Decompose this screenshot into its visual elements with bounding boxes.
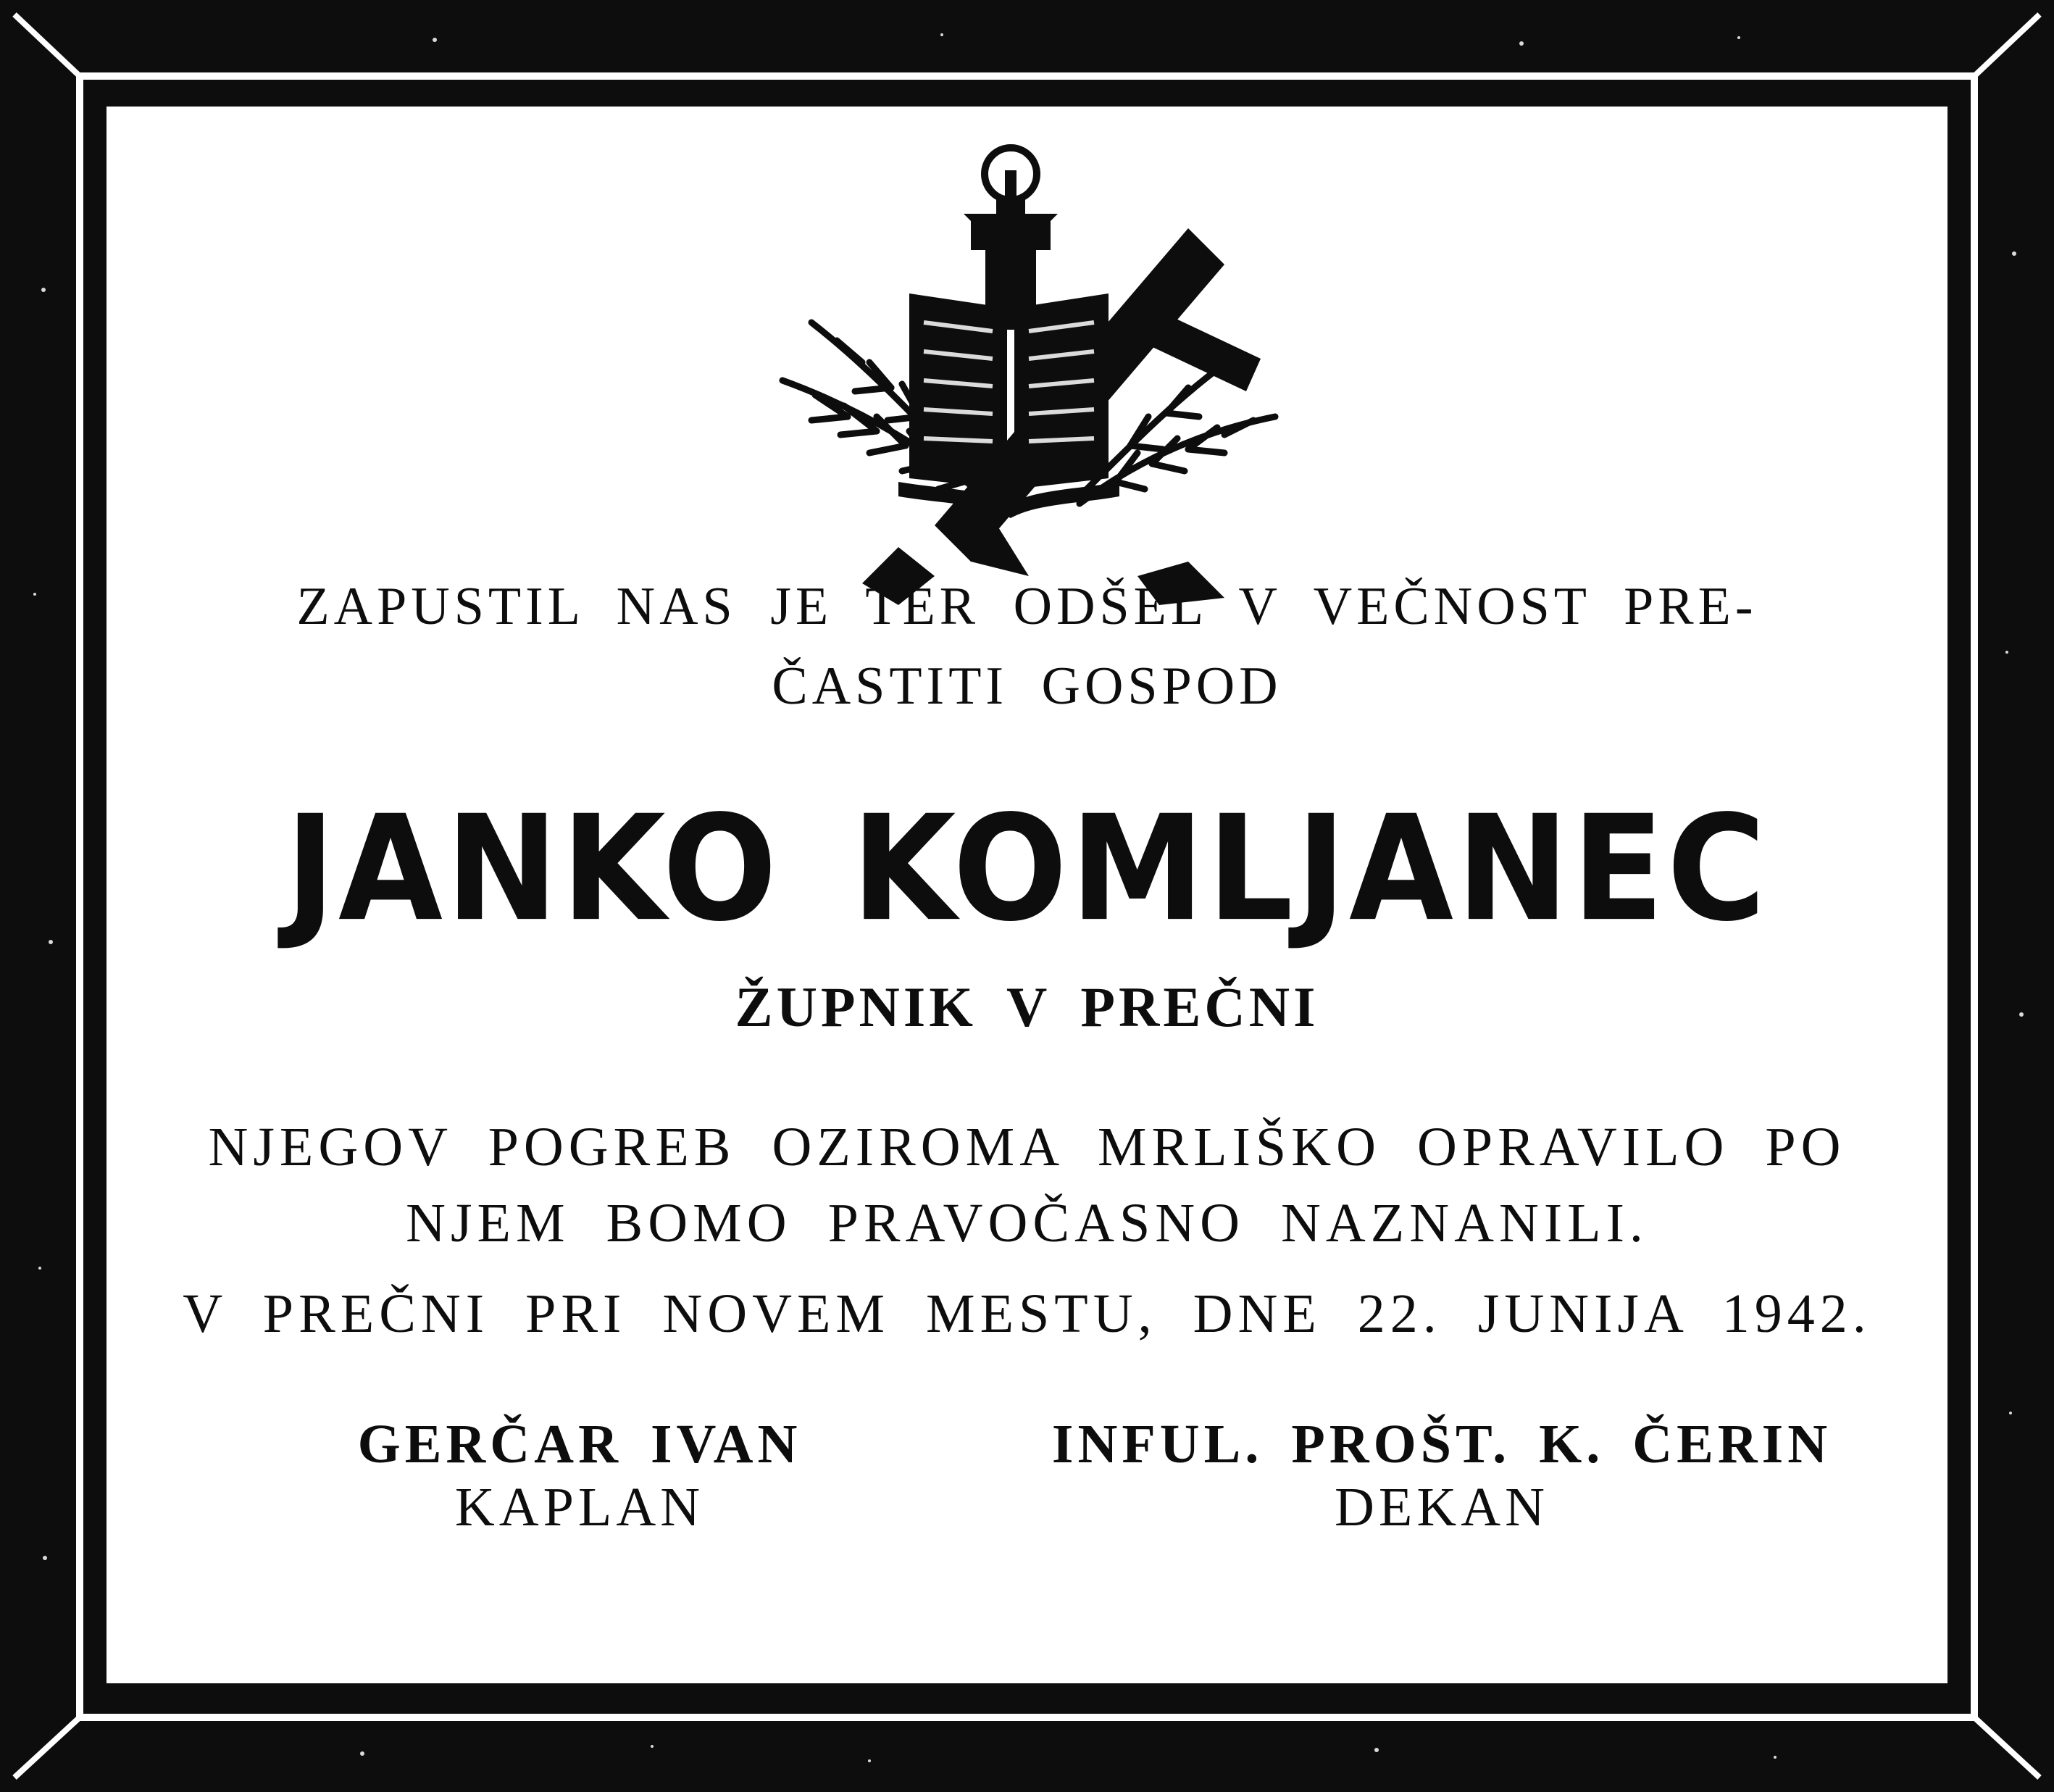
intro-line-2: ČASTITI GOSPOD (772, 657, 1282, 716)
signatory-name: INFUL. PROŠT. K. ČERIN (1051, 1414, 1832, 1475)
intro-line-1: ZAPUSTIL NAS JE TER ODŠEL V VEČNOST PRE- (296, 577, 1758, 636)
funeral-emblem-icon (753, 141, 1319, 605)
place-and-date: V PREČNI PRI NOVEM MESTU, DNE 22. JUNIJA 1942. (183, 1283, 1871, 1344)
signatory-name: GERČAR IVAN (357, 1414, 802, 1475)
deceased-role: ŽUPNIK V PREČNI (735, 975, 1319, 1038)
obituary-notice (109, 109, 1945, 1674)
funeral-line-2: NJEM BOMO PRAVOČASNO NAZNANILI. (406, 1193, 1648, 1254)
signatory-1 (304, 1413, 855, 1539)
signatory-title: DEKAN (1335, 1477, 1549, 1538)
signatory-title: KAPLAN (454, 1477, 705, 1538)
signatory-2 (1043, 1413, 1840, 1539)
funeral-line-1: NJEGOV POGREB OZIROMA MRLIŠKO OPRAVILO PO (208, 1117, 1846, 1178)
deceased-name: JANKO KOMLJANEC (285, 783, 1769, 954)
